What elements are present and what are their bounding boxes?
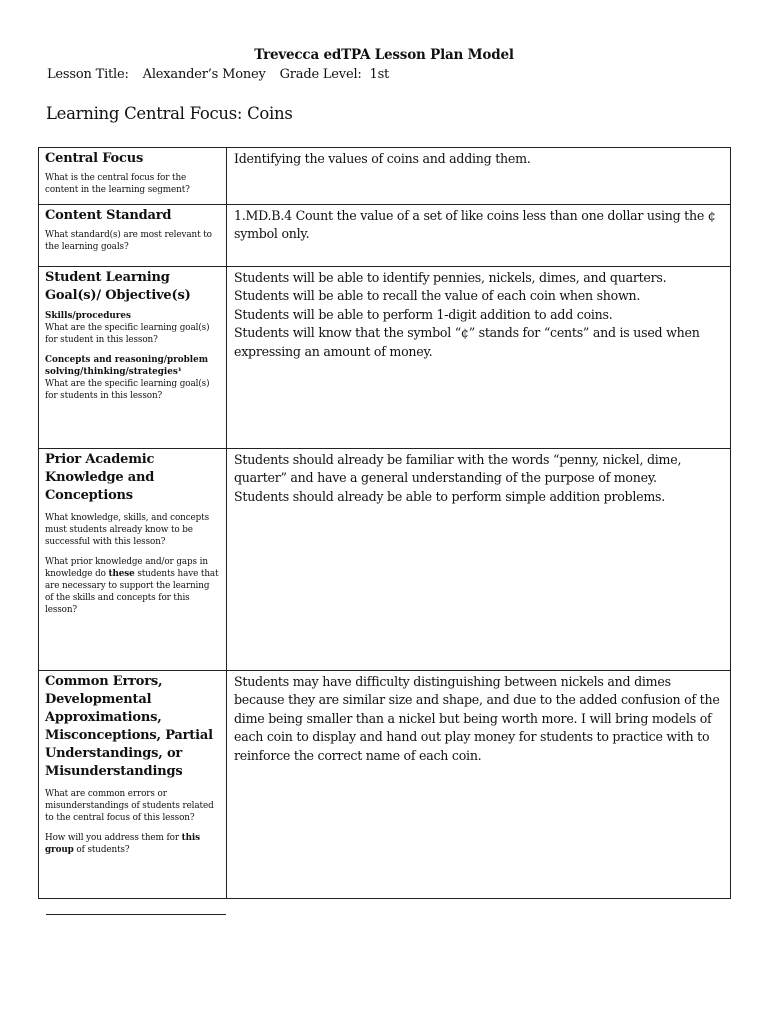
response-text: Students will be able to identify pennies, nickels, dimes, and quarters. (234, 270, 667, 285)
table-row (39, 148, 731, 205)
row-response-cell (227, 205, 731, 267)
response-text: Students will be able to perform 1-digit addition to add coins. (234, 306, 613, 322)
lesson-plan-table (38, 147, 731, 899)
row-prompt: What standard(s) are most relevant to the learning goals? (45, 230, 212, 253)
table-row (39, 205, 731, 267)
grade-level-value: 1st (369, 67, 390, 82)
row-prompt: What are the specific learning goal(s) for student in this lesson? (45, 323, 210, 346)
response-text: Students will be able to recall the value of each coin when shown. (234, 288, 641, 304)
table-row (39, 671, 731, 899)
prompt-text: of students? (73, 844, 130, 855)
row-heading: Student Learning Goal(s)/ Objective(s) (45, 270, 191, 303)
row-label-cell (39, 148, 227, 205)
row-prompt: What knowledge, skills, and concepts must students already know to be successful with this lesson? (45, 513, 210, 548)
prompt-emphasis: these (108, 568, 135, 579)
row-subheading: Concepts and reasoning/problem solving/thinking/strategies¹ (45, 354, 209, 377)
row-heading: Common Errors, Developmental Approximations, Misconceptions, Partial Understandings, or Misunderstandings (45, 674, 213, 779)
row-prompt (45, 556, 220, 617)
row-heading: Central Focus (45, 151, 144, 166)
response-text: Students should already be able to perform simple addition problems. (234, 488, 666, 504)
row-heading: Prior Academic Knowledge and Conceptions (45, 452, 155, 503)
lesson-title-label: Lesson Title: (47, 67, 129, 82)
prompt-text: students have that are necessary to support the learning of the skills and concepts for this lesson? (45, 568, 219, 616)
row-heading: Content Standard (45, 208, 172, 223)
row-response-cell (227, 671, 731, 899)
footnote-separator (46, 914, 226, 915)
row-response-cell (227, 449, 731, 671)
grade-level-label: Grade Level: (279, 67, 362, 82)
table-row (39, 267, 731, 449)
row-subheading: Skills/procedures (45, 311, 131, 321)
prompt-text: What prior knowledge and/or gaps in knowledge do (45, 556, 208, 579)
response-text: Students may have difficulty distinguishing between nickels and dimes because they are similar size and shape, and due to the added confusion of the dime being smaller than a nickel but being worth more. I will bring models of each coin to display and hand out play money for students to practice with to reinforce the correct name of each coin. (234, 674, 720, 763)
response-text: Identifying the values of coins and adding them. (234, 151, 531, 166)
lesson-meta (47, 67, 399, 82)
table-row (39, 449, 731, 671)
row-response-cell (227, 148, 731, 205)
row-label-cell (39, 205, 227, 267)
document-title: Trevecca edTPA Lesson Plan Model (254, 47, 514, 63)
lesson-title-value: Alexander’s Money (142, 67, 266, 82)
section-heading: Learning Central Focus: Coins (46, 104, 293, 123)
row-label-cell (39, 449, 227, 671)
row-response-cell (227, 267, 731, 449)
row-prompt (45, 832, 220, 856)
response-text: Students will know that the symbol “¢” stands for “cents” and is used when expressing an amount of money. (234, 325, 700, 359)
response-text: Students should already be familiar with the words “penny, nickel, dime, quarter” and have a general understanding of the purpose of money. (234, 452, 682, 486)
row-prompt: What are common errors or misunderstandings of students related to the central focus of this lesson? (45, 789, 214, 824)
response-text: 1.MD.B.4 Count the value of a set of like coins less than one dollar using the ¢ symbol only. (234, 208, 716, 242)
row-label-cell (39, 671, 227, 899)
row-label-cell (39, 267, 227, 449)
prompt-text: How will you address them for (45, 832, 182, 843)
row-prompt: What is the central focus for the content in the learning segment? (45, 173, 190, 196)
row-prompt: What are the specific learning goal(s) for students in this lesson? (45, 379, 210, 402)
prompt-emphasis: this group (45, 832, 200, 855)
